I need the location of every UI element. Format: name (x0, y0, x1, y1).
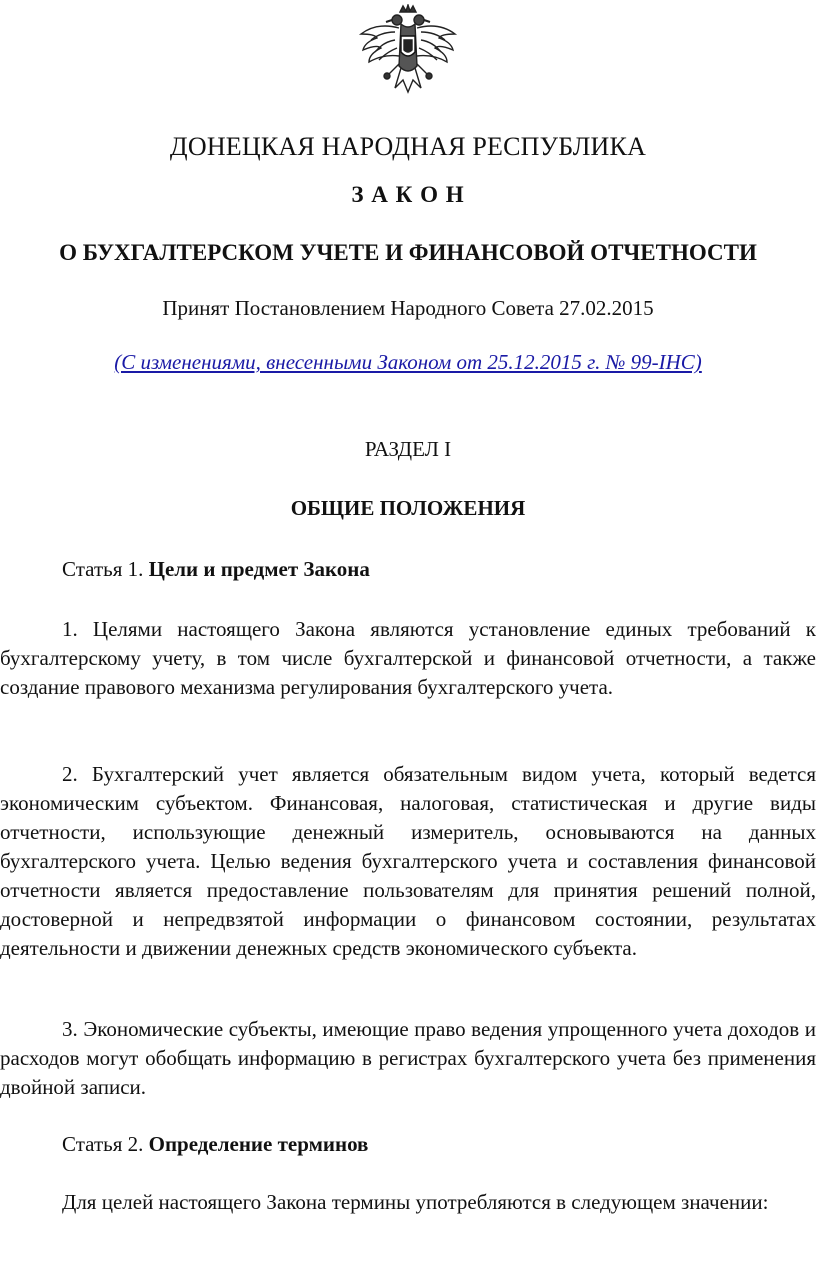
article-2-paragraph-1: Для целей настоящего Закона термины употребляются в следующем значении: (62, 1190, 769, 1214)
law-heading: З А К О Н (351, 182, 465, 207)
article-1-heading (62, 557, 370, 582)
adoption-note: Принят Постановлением Народного Совета 27.02.2015 (162, 296, 654, 320)
coat-of-arms-icon (357, 4, 459, 94)
amendments-note (0, 350, 816, 375)
article-1-paragraph-2: 2. Бухгалтерский учет является обязательным видом учета, который ведется экономическим субъектом. Финансовая, налоговая, статистическая и другие виды отчетности, использующие денежный измеритель, основываются на данных бухгалтерского учета. Целью ведения бухгалтерского учета и составления финансовой отчетности является предоставление пользователям для принятия решений полной, достоверной и непредвзятой информации о финансовом состоянии, результатах деятельности и движении денежных средств экономического субъекта. (0, 762, 816, 960)
article-1-title: Цели и предмет Закона (148, 557, 370, 581)
section-title: ОБЩИЕ ПОЛОЖЕНИЯ (290, 496, 526, 520)
article-2-prefix: Статья 2. (62, 1132, 149, 1156)
section-number: РАЗДЕЛ I (364, 437, 452, 461)
article-2-title: Определение терминов (148, 1132, 369, 1156)
law-title: О БУХГАЛТЕРСКОМ УЧЕТЕ И ФИНАНСОВОЙ ОТЧЕТНОСТИ (59, 240, 757, 265)
amendments-link[interactable]: (С изменениями, внесенными Законом от 25.12.2015 г. № 99-IНС) (114, 350, 702, 374)
article-2-heading (62, 1132, 368, 1157)
republic-name: ДОНЕЦКАЯ НАРОДНАЯ РЕСПУБЛИКА (169, 132, 647, 161)
article-1-prefix: Статья 1. (62, 557, 149, 581)
article-1-paragraph-1: 1. Целями настоящего Закона являются установление единых требований к бухгалтерскому учету, в том числе бухгалтерской и финансовой отчетности, а также создание правового механизма регулирования бухгалтерского учета. (0, 617, 816, 699)
article-1-paragraph-3: 3. Экономические субъекты, имеющие право ведения упрощенного учета доходов и расходов могут обобщать информацию в регистрах бухгалтерского учета без применения двойной записи. (0, 1017, 816, 1099)
